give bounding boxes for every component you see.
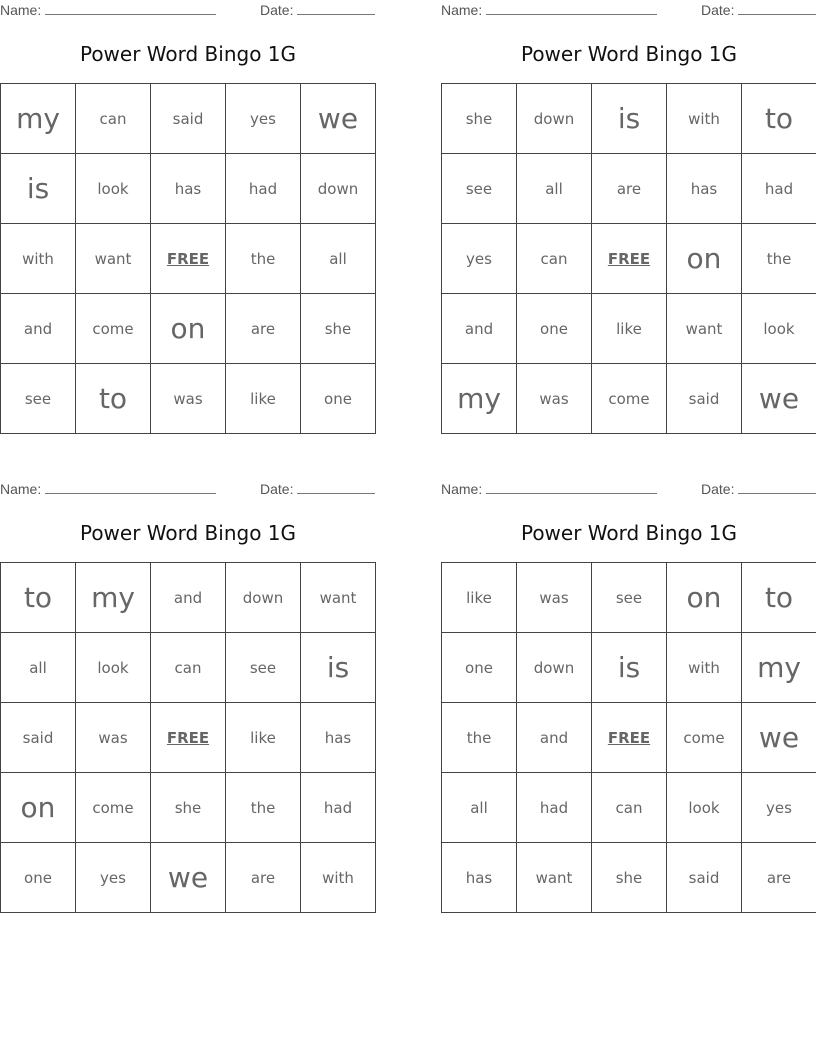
bingo-cell: was xyxy=(517,364,592,434)
bingo-cell: come xyxy=(76,773,151,843)
bingo-cell: is xyxy=(301,633,376,703)
bingo-cell: my xyxy=(76,563,151,633)
bingo-cell: like xyxy=(226,703,301,773)
bingo-cell: she xyxy=(592,843,667,913)
bingo-cell: and xyxy=(442,294,517,364)
bingo-row xyxy=(442,294,816,364)
bingo-cell: has xyxy=(301,703,376,773)
bingo-cell: can xyxy=(76,84,151,154)
name-blank xyxy=(45,482,216,494)
name-date-line xyxy=(441,481,816,499)
name-label: Name: xyxy=(0,481,42,497)
bingo-row xyxy=(442,364,816,434)
date-label: Date: xyxy=(701,481,735,497)
bingo-row xyxy=(1,224,376,294)
bingo-cell: on xyxy=(1,773,76,843)
bingo-cell: was xyxy=(151,364,226,434)
bingo-cell: like xyxy=(592,294,667,364)
free-space-cell: FREE xyxy=(592,224,667,294)
bingo-cell: has xyxy=(151,154,226,224)
bingo-row xyxy=(442,154,816,224)
bingo-cell: is xyxy=(592,633,667,703)
bingo-cell: we xyxy=(151,843,226,913)
bingo-row xyxy=(1,563,376,633)
bingo-cell: all xyxy=(301,224,376,294)
bingo-cell: on xyxy=(667,224,742,294)
bingo-row xyxy=(442,703,816,773)
bingo-cell: she xyxy=(442,84,517,154)
date-blank xyxy=(297,3,375,15)
bingo-row xyxy=(442,224,816,294)
bingo-cell: come xyxy=(76,294,151,364)
bingo-cell: yes xyxy=(742,773,816,843)
bingo-row xyxy=(442,563,816,633)
bingo-cell: had xyxy=(226,154,301,224)
bingo-cell: look xyxy=(76,633,151,703)
bingo-cell: down xyxy=(301,154,376,224)
bingo-cell: want xyxy=(301,563,376,633)
date-blank xyxy=(738,3,816,15)
bingo-cell: like xyxy=(226,364,301,434)
bingo-cell: had xyxy=(301,773,376,843)
bingo-cell: on xyxy=(151,294,226,364)
bingo-grid xyxy=(0,83,376,434)
bingo-cell: and xyxy=(151,563,226,633)
bingo-cell: she xyxy=(301,294,376,364)
bingo-cell: one xyxy=(517,294,592,364)
bingo-cell: are xyxy=(742,843,816,913)
bingo-cell: one xyxy=(301,364,376,434)
bingo-row xyxy=(1,843,376,913)
bingo-cell: see xyxy=(1,364,76,434)
bingo-cell: want xyxy=(667,294,742,364)
free-space-cell: FREE xyxy=(151,224,226,294)
date-blank xyxy=(738,482,816,494)
bingo-cell: was xyxy=(517,563,592,633)
bingo-cell: all xyxy=(442,773,517,843)
bingo-cell: are xyxy=(226,843,301,913)
bingo-cell: see xyxy=(592,563,667,633)
name-date-line xyxy=(0,2,376,20)
bingo-cell: down xyxy=(517,633,592,703)
bingo-cell: can xyxy=(151,633,226,703)
bingo-cell: on xyxy=(667,563,742,633)
free-space-cell: FREE xyxy=(592,703,667,773)
date-label: Date: xyxy=(701,2,735,18)
date-label: Date: xyxy=(260,481,294,497)
bingo-cell: with xyxy=(667,84,742,154)
bingo-cell: with xyxy=(301,843,376,913)
bingo-cell: my xyxy=(1,84,76,154)
bingo-row xyxy=(1,84,376,154)
bingo-row xyxy=(442,633,816,703)
date-label: Date: xyxy=(260,2,294,18)
bingo-grid xyxy=(0,562,376,913)
name-blank xyxy=(45,3,216,15)
bingo-cell: one xyxy=(1,843,76,913)
bingo-cell: said xyxy=(1,703,76,773)
bingo-grid xyxy=(441,83,816,434)
bingo-cell: has xyxy=(442,843,517,913)
name-blank xyxy=(486,3,657,15)
bingo-cell: look xyxy=(667,773,742,843)
bingo-cell: can xyxy=(517,224,592,294)
bingo-cell: yes xyxy=(226,84,301,154)
bingo-cell: are xyxy=(592,154,667,224)
bingo-row xyxy=(1,294,376,364)
bingo-cell: like xyxy=(442,563,517,633)
bingo-cell: want xyxy=(517,843,592,913)
bingo-row xyxy=(442,843,816,913)
name-date-line xyxy=(0,481,376,499)
bingo-cell: had xyxy=(517,773,592,843)
card-title: Power Word Bingo 1G xyxy=(79,42,297,66)
bingo-cell: the xyxy=(226,773,301,843)
card-title: Power Word Bingo 1G xyxy=(520,521,738,545)
bingo-row xyxy=(1,364,376,434)
bingo-cell: said xyxy=(667,364,742,434)
card-title: Power Word Bingo 1G xyxy=(79,521,297,545)
bingo-cell: had xyxy=(742,154,816,224)
bingo-cell: the xyxy=(442,703,517,773)
bingo-row xyxy=(442,773,816,843)
bingo-cell: come xyxy=(667,703,742,773)
bingo-cell: to xyxy=(1,563,76,633)
free-space-cell: FREE xyxy=(151,703,226,773)
bingo-cell: look xyxy=(76,154,151,224)
bingo-cell: to xyxy=(742,84,816,154)
name-blank xyxy=(486,482,657,494)
bingo-cell: look xyxy=(742,294,816,364)
bingo-cell: see xyxy=(442,154,517,224)
bingo-cell: my xyxy=(442,364,517,434)
bingo-cell: yes xyxy=(76,843,151,913)
bingo-row xyxy=(1,703,376,773)
bingo-cell: to xyxy=(76,364,151,434)
name-label: Name: xyxy=(0,2,42,18)
bingo-cell: the xyxy=(742,224,816,294)
card-title: Power Word Bingo 1G xyxy=(520,42,738,66)
bingo-cell: has xyxy=(667,154,742,224)
bingo-cell: all xyxy=(1,633,76,703)
bingo-grid xyxy=(441,562,816,913)
bingo-cell: come xyxy=(592,364,667,434)
name-date-line xyxy=(441,2,816,20)
bingo-row xyxy=(1,633,376,703)
bingo-cell: said xyxy=(151,84,226,154)
date-blank xyxy=(297,482,375,494)
bingo-cell: we xyxy=(742,703,816,773)
bingo-cell: we xyxy=(742,364,816,434)
bingo-cell: my xyxy=(742,633,816,703)
bingo-cell: want xyxy=(76,224,151,294)
bingo-cell: and xyxy=(517,703,592,773)
bingo-cell: was xyxy=(76,703,151,773)
name-label: Name: xyxy=(441,2,483,18)
name-label: Name: xyxy=(441,481,483,497)
bingo-cell: the xyxy=(226,224,301,294)
bingo-row xyxy=(1,154,376,224)
bingo-row xyxy=(1,773,376,843)
bingo-cell: with xyxy=(667,633,742,703)
bingo-cell: down xyxy=(517,84,592,154)
bingo-cell: said xyxy=(667,843,742,913)
bingo-cell: is xyxy=(592,84,667,154)
bingo-cell: one xyxy=(442,633,517,703)
bingo-cell: she xyxy=(151,773,226,843)
bingo-cell: are xyxy=(226,294,301,364)
bingo-cell: is xyxy=(1,154,76,224)
bingo-cell: with xyxy=(1,224,76,294)
bingo-cell: to xyxy=(742,563,816,633)
bingo-cell: all xyxy=(517,154,592,224)
bingo-cell: down xyxy=(226,563,301,633)
bingo-cell: yes xyxy=(442,224,517,294)
bingo-cell: and xyxy=(1,294,76,364)
bingo-cell: we xyxy=(301,84,376,154)
bingo-row xyxy=(442,84,816,154)
bingo-cell: can xyxy=(592,773,667,843)
bingo-cell: see xyxy=(226,633,301,703)
